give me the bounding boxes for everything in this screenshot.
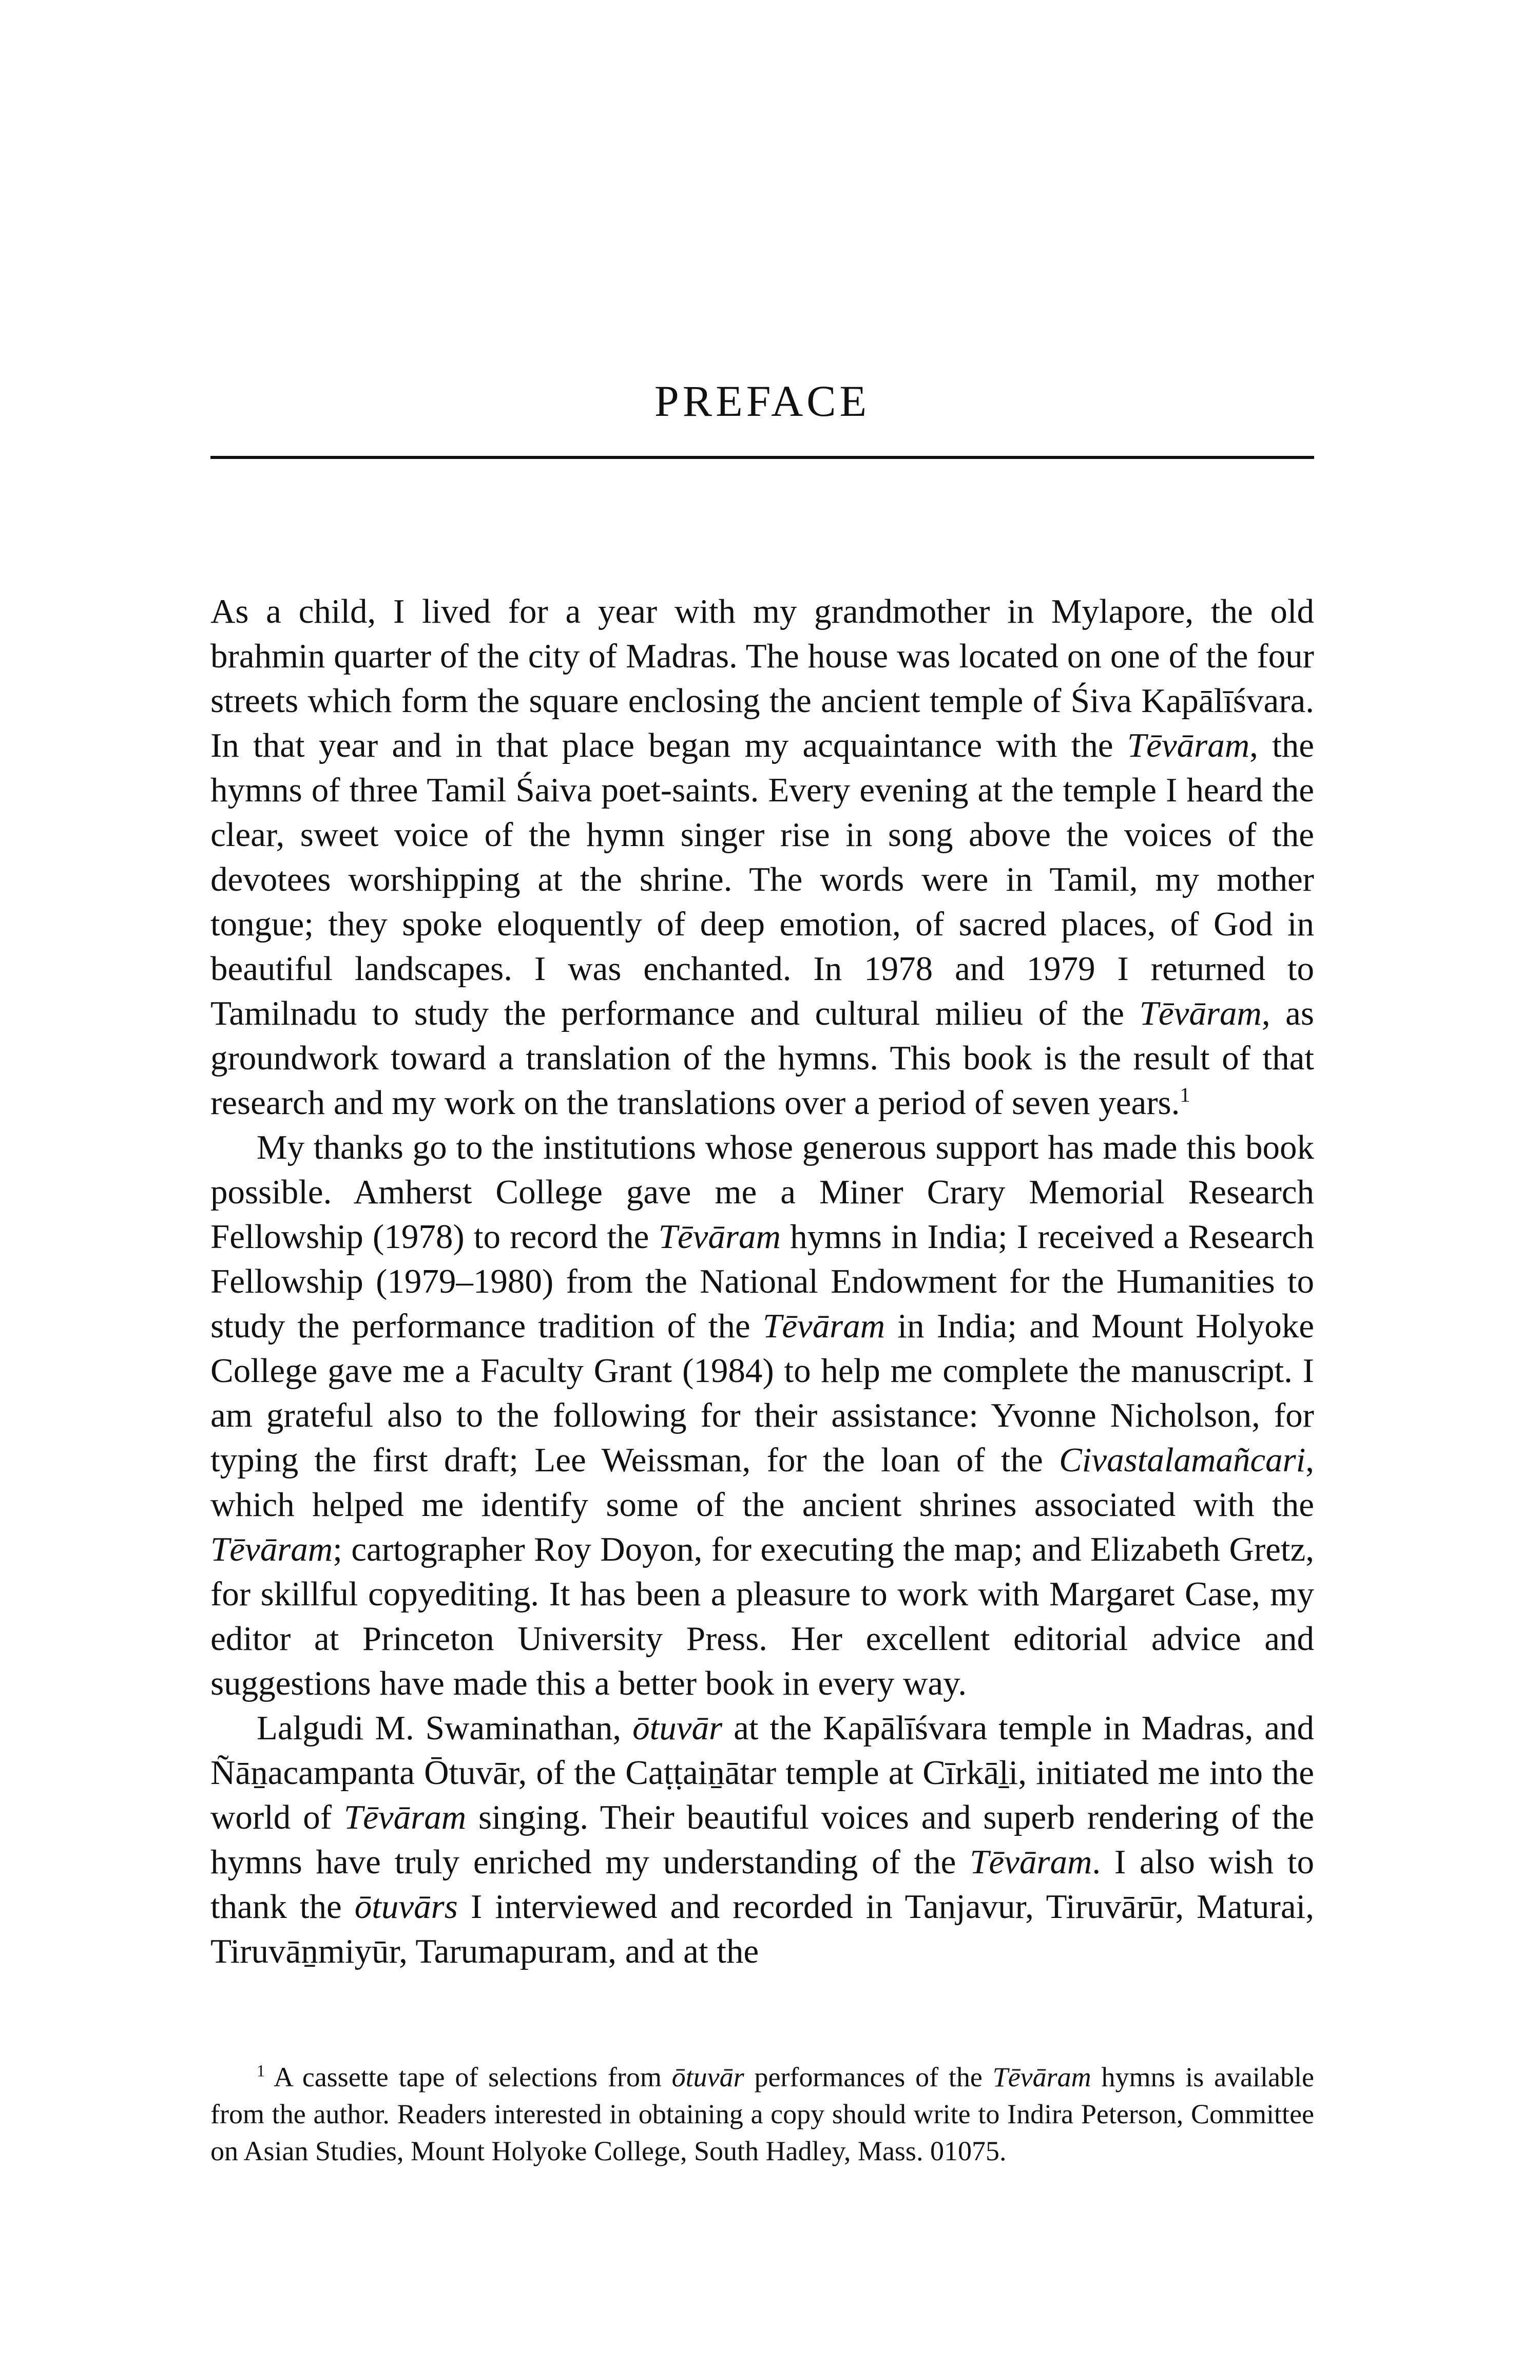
text-run: ; cartographer Roy Doyon, for executing the map; and Elizabeth Gretz, for skillful copyediting. It has been a pleasure to work with Margaret Case, my editor at Princeton University Press. Her excellent editorial advice and suggestions have made this a better book in every way. (210, 1530, 1314, 1702)
paragraph-1 (210, 589, 1314, 1125)
text-run: in India; and Mount Holyoke College gave me a Faculty Grant (1984) to help me complete the manuscript. I am grateful also to the following for their assistance: Yvonne Nicholson, for typing the first draft; Lee Weissman, for the loan of the (210, 1307, 1314, 1479)
italic-term: Tēvāram (970, 1843, 1092, 1881)
footnote-marker: 1 (257, 2062, 265, 2081)
italic-term: Tēvāram (658, 1218, 781, 1256)
page-title: PREFACE (654, 376, 871, 426)
text-run: As a child, I lived for a year with my grandmother in Mylapore, the old brahmin quarter of the city of Madras. The house was located on one of the four streets which form the square enclosing the ancient temple of Śiva Kapālīśvara. In that year and in that place began my acquaintance with the (210, 592, 1314, 764)
italic-term: ōtuvār (671, 2062, 744, 2093)
footnote-marker: 1 (1180, 1083, 1190, 1106)
preface-body (210, 589, 1314, 1974)
paragraph-2 (210, 1125, 1314, 1706)
text-run: singing. Their beautiful voices and superb rendering of the hymns have truly enriched my understanding of the (210, 1798, 1314, 1881)
italic-term: Tēvāram (343, 1798, 467, 1836)
text-run: Lalgudi M. Swaminathan, (257, 1709, 633, 1747)
text-run: , as groundwork toward a translation of the hymns. This book is the result of that research and my work on the translations over a period of seven years. (210, 994, 1314, 1122)
text-run: at the Kapālīśvara temple in Madras, and Ñāṉacampanta Ōtuvār, of the Caṭṭaiṉātar temple at Cīrkāḻi, initiated me into the world of (210, 1709, 1314, 1836)
italic-term: ōtuvār (632, 1709, 723, 1747)
text-run: , the hymns of three Tamil Śaiva poet-saints. Every evening at the temple I heard the clear, sweet voice of the hymn singer rise in song above the voices of the devotees worshipping at the shrine. The words were in Tamil, my mother tongue; they spoke eloquently of deep emotion, of sacred places, of God in beautiful landscapes. I was enchanted. In 1978 and 1979 I returned to Tamilnadu to study the performance and cultural milieu of the (210, 726, 1314, 1032)
footnote (210, 2059, 1314, 2170)
text-run: . I also wish to thank the (210, 1843, 1314, 1926)
italic-term: Tēvāram (1139, 994, 1262, 1032)
text-run: performances of the (744, 2062, 993, 2093)
text-run: , which helped me identify some of the ancient shrines associated with the (210, 1441, 1314, 1524)
italic-term: Tēvāram (762, 1307, 886, 1345)
text-run: A cassette tape of selections from (265, 2062, 672, 2093)
italic-term: Tēvāram (1127, 726, 1250, 764)
heading-rule (210, 456, 1314, 459)
italic-term: Tēvāram (210, 1530, 333, 1568)
paragraph-3 (210, 1706, 1314, 1974)
text-run: hymns is available from the author. Readers interested in obtaining a copy should write to Indira Peterson, Committee on Asian Studies, Mount Holyoke College, South Hadley, Mass. 01075. (210, 2062, 1314, 2166)
italic-term: Civastalamañcari (1059, 1441, 1306, 1479)
italic-term: Tēvāram (992, 2062, 1091, 2093)
text-run: My thanks go to the institutions whose generous support has made this book possible. Amherst College gave me a Miner Crary Memorial Research Fellowship (1978) to record the (210, 1128, 1314, 1256)
text-run: I interviewed and recorded in Tanjavur, Tiruvārūr, Maturai, Tiruvāṉmiyūr, Tarumapuram, and at the (210, 1888, 1314, 1970)
text-run: hymns in India; I received a Research Fellowship (1979–1980) from the National Endowment for the Humanities to study the performance tradition of the (210, 1218, 1314, 1345)
italic-term: ōtuvārs (354, 1888, 458, 1926)
